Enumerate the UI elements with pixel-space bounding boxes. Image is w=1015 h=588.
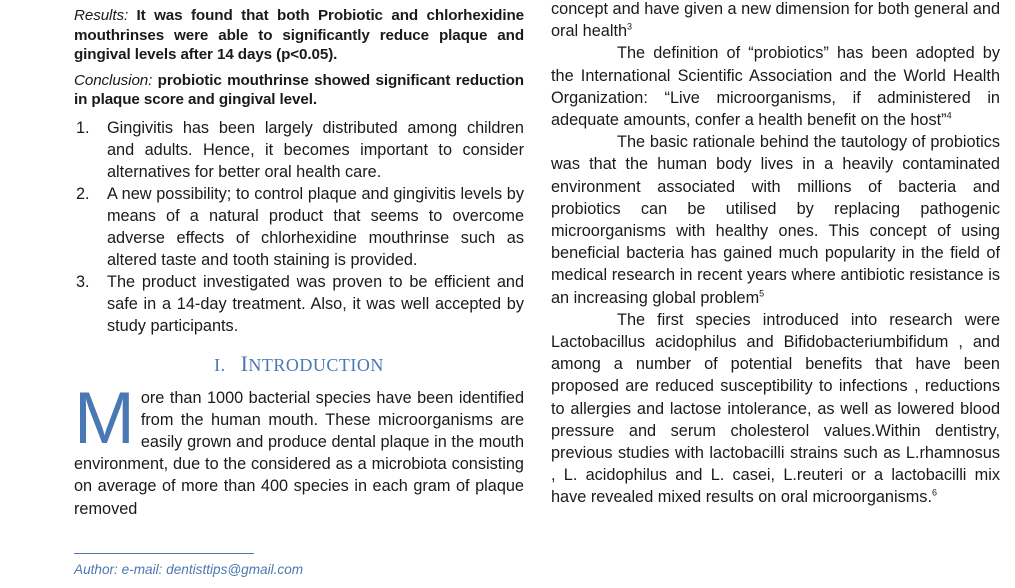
section-title-initial: I (240, 350, 249, 376)
paragraph-text: The first species introduced into research were Lactobacillus acidophilus and Bifidobacteriumbifidum , and among a number of potential benefits that have been proposed are reduced susceptibility to infections , reductions to allergies and lactose intolerance, as well as lowered blood pressure and serum cholesterol values.Within dentistry, previous studies with lactobacilli strains such as L.rhamnosus , L. acidophilus and L. casei, L.reuteri or a lactobacilli mix have revealed mixed results on oral microorganisms. (551, 310, 1000, 507)
list-number: 1. (76, 118, 90, 137)
dropcap-letter: M (74, 377, 135, 459)
results-label: Results: (74, 7, 129, 24)
paragraph-first-species (551, 309, 1000, 509)
conclusion-label: Conclusion: (74, 71, 153, 89)
list-text: A new possibility; to control plaque and gingivitis levels by means of a natural product that seems to overcome adverse effects of chlorhexidine mouthrinse such as altered taste and tooth staining is provided. (107, 184, 524, 269)
paragraph-text: concept and have given a new dimension for both general and oral health (551, 0, 1000, 41)
footnote-text: e-mail: dentisttips@gmail.com (117, 562, 304, 577)
conclusion-paragraph (74, 71, 524, 110)
list-item (74, 183, 524, 271)
section-number: I. (214, 354, 226, 375)
section-title-rest: NTRODUCTION (248, 354, 384, 375)
list-text: The product investigated was proven to be efficient and safe in a 14-day treatment. Also, it was well accepted by study participants. (107, 272, 524, 335)
list-number: 2. (76, 184, 90, 203)
results-paragraph (74, 6, 524, 65)
section-heading (74, 351, 524, 377)
list-item (74, 271, 524, 337)
citation-ref: 3 (627, 21, 633, 32)
citation-ref: 4 (946, 110, 952, 121)
results-text: It was found that both Probiotic and chlorhexidine mouthrinses were able to significantly reduce plaque and gingival levels after 14 days (p<0.05). (74, 7, 524, 63)
author-footnote (74, 562, 303, 577)
conclusion-text: probiotic mouthrinse showed significant reduction in plaque score and gingival level. (74, 71, 524, 108)
citation-ref: 5 (759, 288, 765, 299)
left-column (74, 0, 524, 520)
paragraph-text: The definition of “probiotics” has been adopted by the International Scientific Association and the World Health Organization: “Live microorganisms, if administered in adequate amounts, confer a health benefit on the host” (551, 44, 1000, 130)
paragraph-rationale (551, 131, 1000, 309)
paragraph-text: The basic rationale behind the tautology of probiotics was that the human body lives in a heavily contaminated environment associated with millions of bacteria and probiotics can be utilised by replacing pathogenic microorganisms with healthy ones. This concept of using beneficial bacteria has gained much popularity in the field of medical research in recent years where antibiotic resistance is an increasing global problem (551, 133, 1000, 307)
right-column (551, 0, 1000, 509)
citation-ref: 6 (931, 488, 937, 499)
list-number: 3. (76, 272, 90, 291)
intro-paragraph (74, 377, 524, 520)
intro-text: ore than 1000 bacterial species have been identified from the human mouth. These microorganisms are easily grown and produce dental plaque in the mouth environment, due to the considered as a microbiota consisting on average of more than 400 species in each gram of plaque removed (74, 388, 524, 518)
footnote-rule (74, 553, 254, 554)
paragraph-continued (551, 0, 1000, 42)
footnote-label: Author: (74, 562, 118, 577)
highlights-list (74, 117, 524, 337)
list-text: Gingivitis has been largely distributed among children and adults. Hence, it becomes important to consider alternatives for better oral health care. (107, 118, 524, 181)
paragraph-probiotics-definition (551, 42, 1000, 131)
list-item (74, 117, 524, 183)
